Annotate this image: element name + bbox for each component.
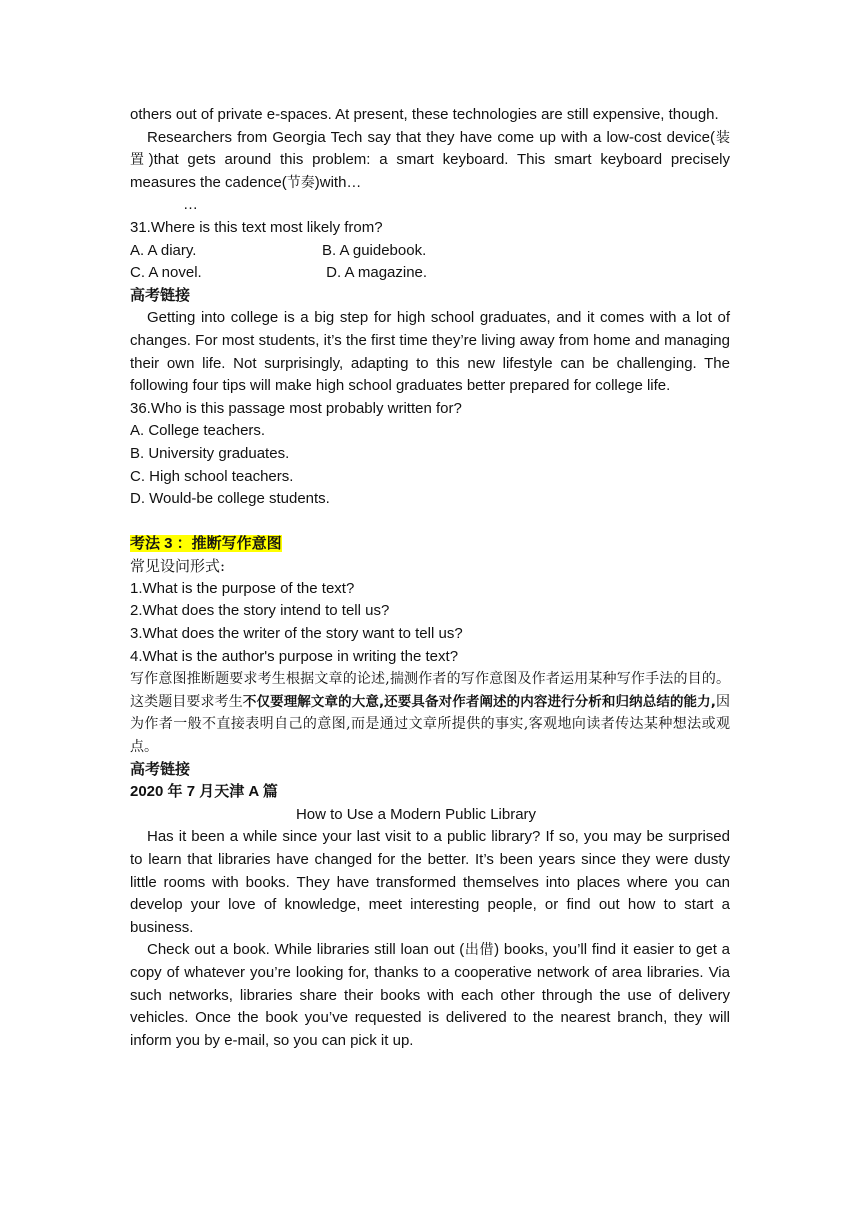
explanation-text-bold: 不仅要理解文章的大意,还要具备对作者阐述的内容进行分析和归纳总结的能力, — [242, 693, 716, 710]
question-36-option-c: C. High school teachers. — [130, 467, 294, 485]
option-b: B. A guidebook. — [322, 241, 427, 259]
library-cn-loan: 出借 — [464, 942, 495, 959]
gaokao-link-heading-1: 高考链接 — [130, 286, 191, 304]
question-31: 31.Where is this text most likely from? — [130, 218, 383, 236]
intro-cn-device: 装置 — [130, 129, 731, 169]
method-3-title: 考法 3 ：推断写作意图 — [130, 534, 282, 552]
explanation-text-b: 因为作者一般不直接表明自己的意图,而是通过文章所提供的事实,客观地向读者传达某种想法或观点。 — [130, 693, 731, 756]
option-c: C. A novel. — [130, 264, 202, 282]
method-3-title-line — [130, 533, 730, 556]
gaokao-link-heading-2: 高考链接 — [130, 760, 191, 778]
intro-paragraph-1: others out of private e-spaces. At present, these technologies are still expensive, though. — [130, 106, 719, 123]
method-3-question-1: 1.What is the purpose of the text? — [130, 579, 355, 597]
intro-text-b: )that gets around this problem: a smart keyboard. This smart keyboard precisely measures the cadence( — [130, 151, 731, 191]
passage-title: How to Use a Modern Public Library — [295, 805, 537, 823]
option-a: A. A diary. — [130, 241, 197, 259]
library-text-b: ) books, you’ll find it easier to get a copy of whatever you’re looking for, thanks to a cooperative network of area libraries. Via such networks, libraries share their books with each other through the use of delivery vehicles. Once the book you’ve requested is delivered to the nearest branch, they will inform you by e-mail, so you can pick it up. — [130, 941, 730, 1049]
intro-text-c: )with… — [314, 173, 362, 191]
document-page — [130, 104, 730, 1052]
question-36-option-d: D. Would-be college students. — [130, 490, 330, 508]
question-36-option-a: A. College teachers. — [130, 422, 266, 440]
library-paragraph-2 — [130, 939, 730, 1052]
section-gap — [130, 511, 730, 533]
explanation-text-a: 写作意图推断题要求考生根据文章的论述,揣测作者的写作意图及作者运用某种写作手法的目的。这类题目要求考生 — [130, 671, 730, 710]
question-31-options-row-1 — [130, 240, 730, 263]
library-paragraph-1: Has it been a while since your last visit to a public library? If so, you may be surprised to learn that libraries have changed for the better. It’s been years since they were dusty little rooms with books. They have transformed themselves into places where you can develop your love of knowledge, meet interesting people, or find out how to start a business. — [130, 828, 730, 936]
library-text-a: Check out a book. While libraries still loan out ( — [147, 941, 465, 959]
method-3-question-2: 2.What does the story intend to tell us? — [130, 602, 390, 620]
question-36: 36.Who is this passage most probably written for? — [130, 399, 462, 417]
method-3-question-3: 3.What does the writer of the story want to tell us? — [130, 625, 463, 643]
question-36-option-b: B. University graduates. — [130, 444, 290, 462]
passage-source: 2020 年 7 月天津 A 篇 — [130, 783, 278, 801]
intro-paragraph-2 — [130, 127, 730, 195]
intro-cn-cadence: 节奏 — [286, 174, 315, 191]
intro-text-a: Researchers from Georgia Tech say that they have come up with a low-cost device( — [147, 128, 715, 146]
gaokao-link-passage-1: Getting into college is a big step for high school graduates, and it comes with a lot of changes. For most students, it’s the first time they’re living away from home and managing their own life. Not surprisingly, adapting to this new lifestyle can be challenging. The following four tips will make high school graduates better prepared for college life. — [130, 309, 730, 395]
question-31-options-row-2 — [130, 262, 730, 285]
method-3-explanation — [130, 668, 730, 758]
option-d: D. A magazine. — [322, 264, 428, 282]
method-3-question-4: 4.What is the author's purpose in writing the text? — [130, 647, 459, 665]
intro-ellipsis: … — [183, 196, 198, 214]
method-3-subtitle: 常见设问形式: — [130, 557, 226, 576]
